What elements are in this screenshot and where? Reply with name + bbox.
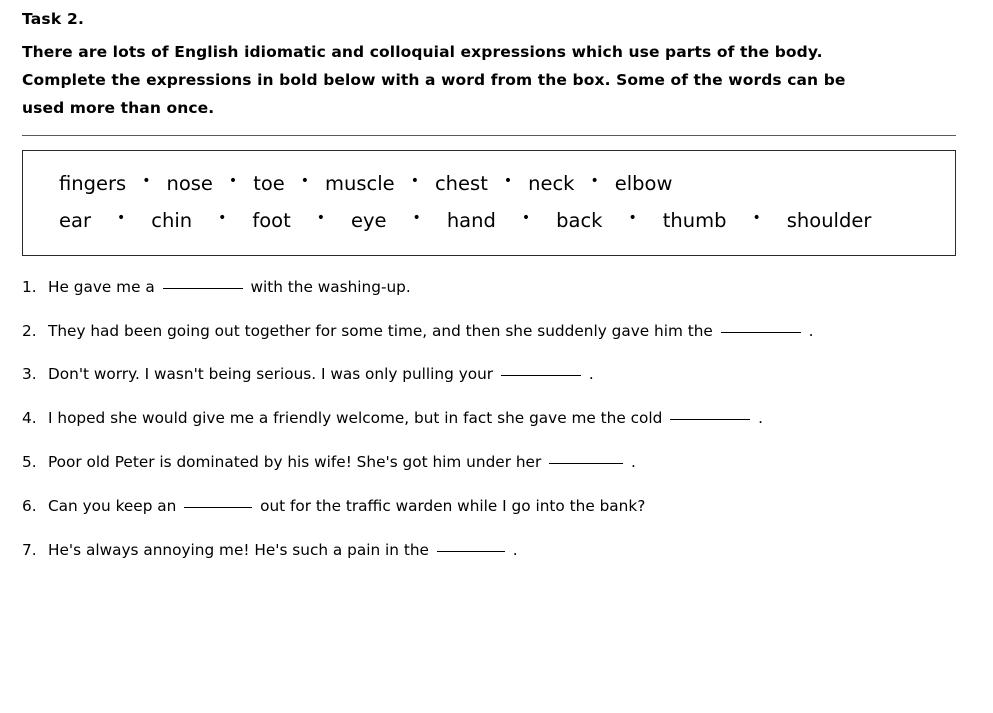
- instruction-line-1: There are lots of English idiomatic and colloquial expressions which use parts of the body.: [22, 43, 823, 61]
- bullet-icon: •: [410, 172, 419, 189]
- word-bank-item: eye: [351, 208, 387, 232]
- question-number: 5.: [22, 453, 37, 472]
- question-text-before: Poor old Peter is dominated by his wife! She's got him under her: [48, 453, 547, 472]
- bullet-icon: •: [752, 209, 761, 226]
- list-item: [22, 322, 971, 340]
- word-bank-item: shoulder: [786, 208, 872, 232]
- word-bank-row-2: [51, 202, 927, 239]
- word-bank-row-1: [51, 165, 927, 202]
- list-item: [22, 497, 971, 515]
- task-instructions: [22, 38, 952, 123]
- answer-blank[interactable]: [501, 375, 581, 376]
- question-text-after: with the washing-up.: [245, 277, 411, 296]
- list-item: [22, 278, 971, 296]
- question-number: 3.: [22, 365, 37, 384]
- question-number: 7.: [22, 540, 37, 559]
- answer-blank[interactable]: [437, 551, 505, 552]
- word-bank-box: [22, 150, 956, 256]
- question-text-after: .: [803, 321, 814, 340]
- question-text-before: They had been going out together for some time, and then she suddenly gave him the: [48, 321, 718, 340]
- question-number: 4.: [22, 409, 37, 428]
- word-bank-item: nose: [166, 171, 213, 195]
- question-text-after: .: [626, 453, 636, 472]
- horizontal-divider: [22, 135, 956, 136]
- word-bank-item: foot: [252, 208, 291, 232]
- word-bank-item: back: [556, 208, 603, 232]
- question-text-after: .: [583, 365, 594, 384]
- question-text-before: He gave me a: [48, 277, 160, 296]
- answer-blank[interactable]: [670, 419, 750, 420]
- question-text: [48, 497, 971, 515]
- question-text-before: Don't worry. I wasn't being serious. I was only pulling your: [48, 365, 498, 384]
- question-text: [48, 322, 971, 340]
- bullet-icon: •: [521, 209, 531, 226]
- question-number: 1.: [22, 277, 37, 296]
- list-item: [22, 453, 971, 471]
- bullet-icon: •: [300, 172, 310, 189]
- list-item: [22, 541, 971, 559]
- question-text: [48, 541, 971, 559]
- question-number: 2.: [22, 321, 37, 340]
- answer-blank[interactable]: [721, 332, 801, 333]
- word-bank-item: chest: [434, 171, 488, 195]
- word-bank-item: ear: [59, 208, 91, 232]
- word-bank-item: fingers: [59, 171, 127, 195]
- question-text: [48, 365, 971, 383]
- instruction-line-2: Complete the expressions in bold below with a word from the box. Some of the words can be: [22, 71, 846, 90]
- answer-blank[interactable]: [184, 507, 252, 508]
- question-number: 6.: [22, 496, 37, 515]
- question-text: [48, 453, 971, 471]
- answer-blank[interactable]: [163, 288, 243, 289]
- word-bank-item: muscle: [325, 171, 395, 195]
- question-list: [22, 278, 971, 559]
- instruction-line-3: used more than once.: [22, 99, 215, 118]
- word-bank-item: chin: [151, 208, 193, 232]
- bullet-icon: •: [228, 172, 238, 189]
- bullet-icon: •: [316, 209, 325, 226]
- question-text-before: He's always annoying me! He's such a pain in the: [48, 540, 434, 559]
- list-item: [22, 365, 971, 383]
- word-bank-item: hand: [446, 208, 496, 232]
- word-bank-item: thumb: [662, 208, 727, 232]
- question-text-after: out for the traffic warden while I go into the bank?: [255, 496, 646, 515]
- bullet-icon: •: [116, 209, 126, 226]
- bullet-icon: •: [218, 209, 227, 226]
- question-text-before: Can you keep an: [48, 496, 182, 515]
- bullet-icon: •: [412, 209, 421, 226]
- answer-blank[interactable]: [549, 463, 623, 464]
- bullet-icon: •: [142, 172, 151, 189]
- bullet-icon: •: [590, 172, 599, 189]
- question-text-after: .: [507, 540, 518, 559]
- question-text-after: .: [753, 409, 763, 428]
- question-text-before: I hoped she would give me a friendly welcome, but in fact she gave me the cold: [48, 409, 668, 428]
- bullet-icon: •: [628, 209, 637, 226]
- word-bank-item: neck: [528, 171, 575, 195]
- question-text: [48, 278, 971, 296]
- bullet-icon: •: [503, 172, 513, 189]
- word-bank-item: elbow: [614, 171, 673, 195]
- word-bank-item: toe: [253, 171, 285, 195]
- list-item: [22, 409, 971, 427]
- page-title: Task 2.: [22, 10, 85, 28]
- question-text: [48, 409, 971, 427]
